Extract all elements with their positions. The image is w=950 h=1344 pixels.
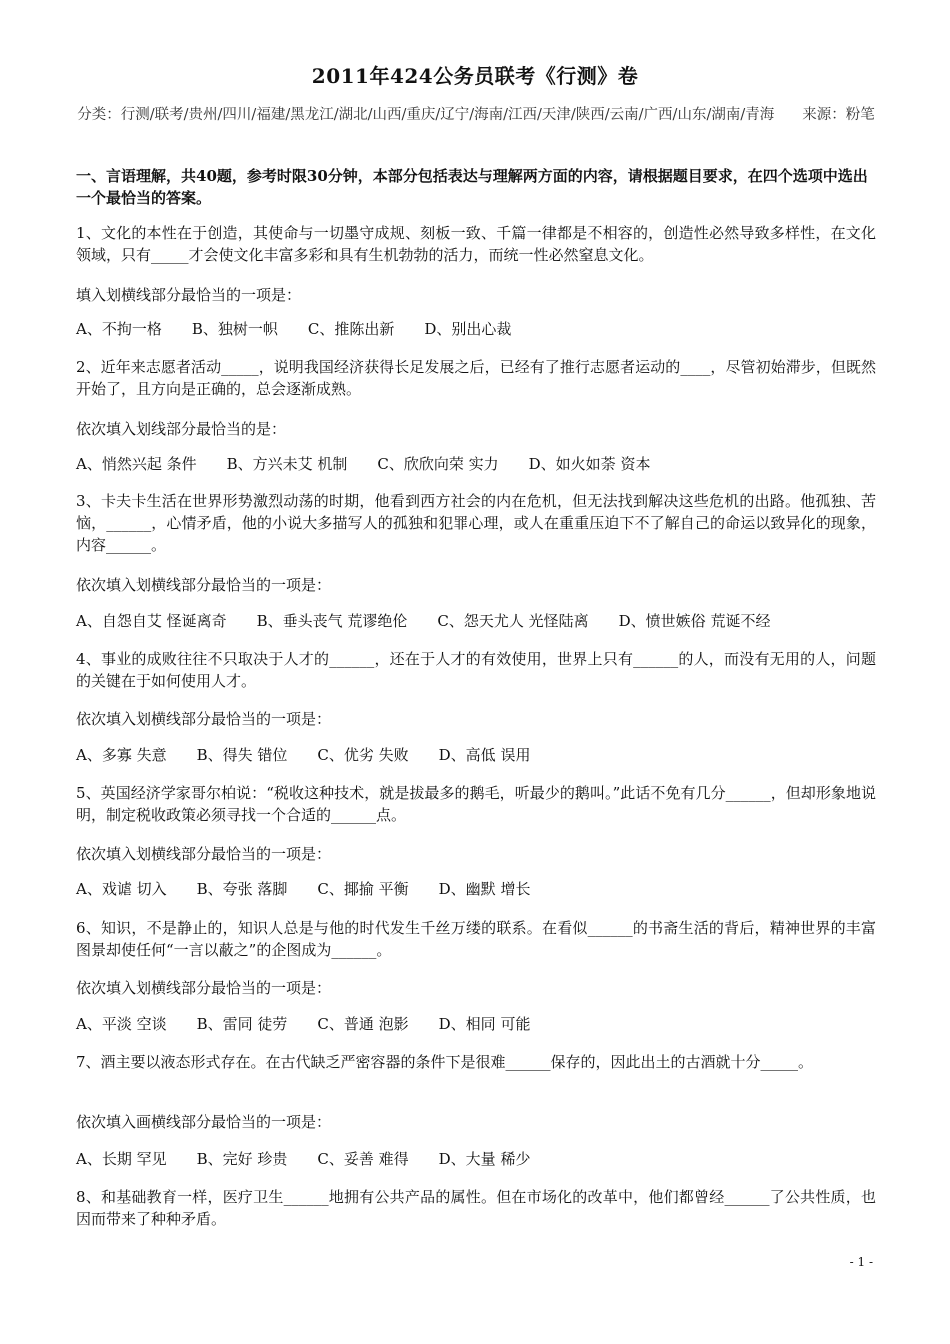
option: D、如火如荼 资本 [528, 455, 651, 473]
question-6-stem: 6、知识，不是静止的，知识人总是与他的时代发生千丝万缕的联系。在看似______的书斋生活的背后，精神世界的丰富图景却使任何“一言以蔽之”的企图成为______。 [76, 919, 876, 959]
document-title: 2011年424公务员联考《行测》卷 [311, 64, 639, 88]
option: B、方兴未艾 机制 [226, 455, 348, 473]
question-1-prompt: 填入划横线部分最恰当的一项是： [76, 286, 302, 304]
option: B、得失 错位 [196, 746, 288, 764]
option: D、愤世嫉俗 荒诞不经 [618, 612, 771, 630]
option: C、妥善 难得 [317, 1150, 409, 1168]
option: C、怨天尤人 光怪陆离 [437, 612, 589, 630]
question-3-prompt: 依次填入划横线部分最恰当的一项是： [76, 576, 332, 594]
option: B、完好 珍贵 [196, 1150, 288, 1168]
option: D、别出心裁 [424, 320, 512, 338]
option: C、普通 泡影 [317, 1015, 409, 1033]
question-3-stem: 3、卡夫卡生活在世界形势激烈动荡的时期，他看到西方社会的内在危机，但无法找到解决这些危机的出路。他孤独、苦恼，______，心情矛盾，他的小说大多描写人的孤独和犯罪心理，或人在重重压迫下不了解自己的命运以致异化的现象，内容______。 [76, 492, 876, 554]
option: C、揶揄 平衡 [317, 880, 409, 898]
option: B、垂头丧气 荒谬绝伦 [256, 612, 408, 630]
option: B、夸张 落脚 [196, 880, 288, 898]
question-6-prompt: 依次填入划横线部分最恰当的一项是： [76, 979, 332, 997]
question-2-options [76, 453, 876, 475]
option: D、相同 可能 [438, 1015, 531, 1033]
question-2-prompt: 依次填入划线部分最恰当的是： [76, 420, 287, 438]
section-heading: 一、言语理解，共40题，参考时限30分钟，本部分包括表达与理解两方面的内容，请根据题目要求，在四个选项中选出一个最恰当的答案。 [76, 167, 868, 207]
option: A、自怨自艾 怪诞离奇 [76, 612, 227, 630]
question-1-options [76, 318, 876, 340]
option: A、长期 罕见 [76, 1150, 167, 1168]
question-4-options [76, 744, 876, 766]
question-7-prompt: 依次填入画横线部分最恰当的一项是： [76, 1113, 332, 1131]
option: C、推陈出新 [307, 320, 395, 338]
question-4-prompt: 依次填入划横线部分最恰当的一项是： [76, 710, 332, 728]
question-4-stem: 4、事业的成败往往不只取决于人才的______，还在于人才的有效使用，世界上只有______的人，而没有无用的人，问题的关键在于如何使用人才。 [76, 650, 876, 690]
question-1-stem: 1、文化的本性在于创造，其使命与一切墨守成规、刻板一致、千篇一律都是不相容的，创造性必然导致多样性，在文化领域，只有_____才会使文化丰富多彩和具有生机勃勃的活力，而统一性必然窒息文化。 [76, 224, 876, 264]
option: A、平淡 空谈 [76, 1015, 167, 1033]
source-text: 来源：粉笔 [802, 107, 875, 123]
option: A、不拘一格 [76, 320, 162, 338]
question-7-stem: 7、酒主要以液态形式存在。在古代缺乏严密容器的条件下是很难______保存的，因此出土的古酒就十分_____。 [76, 1053, 814, 1071]
option: A、戏谑 切入 [76, 880, 167, 898]
option: D、高低 误用 [438, 746, 531, 764]
question-3-options [76, 610, 876, 632]
option: A、多寡 失意 [76, 746, 167, 764]
question-2-stem: 2、近年来志愿者活动_____，说明我国经济获得长足发展之后，已经有了推行志愿者运动的____，尽管初始滞步，但既然开始了，且方向是正确的，总会逐渐成熟。 [76, 358, 876, 398]
document-meta [76, 104, 876, 126]
question-5-prompt: 依次填入划横线部分最恰当的一项是： [76, 845, 332, 863]
option: B、独树一帜 [191, 320, 278, 338]
page-number: - 1 - [849, 1255, 873, 1269]
option: C、欣欣向荣 实力 [377, 455, 499, 473]
question-5-options [76, 878, 876, 900]
question-6-options [76, 1013, 876, 1035]
question-5-stem: 5、英国经济学家哥尔柏说：“税收这种技术，就是拔最多的鹅毛，听最少的鹅叫。”此话不免有几分______，但却形象地说明，制定税收政策必须寻找一个合适的______点。 [76, 784, 876, 824]
option: C、优劣 失败 [317, 746, 409, 764]
option: B、雷同 徒劳 [196, 1015, 288, 1033]
option: D、大量 稀少 [438, 1150, 531, 1168]
question-7-options [76, 1148, 876, 1170]
option: D、幽默 增长 [438, 880, 531, 898]
category-text: 分类：行测/联考/贵州/四川/福建/黑龙江/湖北/山西/重庆/辽宁/海南/江西/天津/陕西/云南/广西/山东/湖南/青海 [77, 107, 775, 123]
question-8-stem: 8、和基础教育一样，医疗卫生______地拥有公共产品的属性。但在市场化的改革中，他们都曾经______了公共性质，也因而带来了种种矛盾。 [76, 1188, 876, 1228]
option: A、悄然兴起 条件 [76, 455, 197, 473]
